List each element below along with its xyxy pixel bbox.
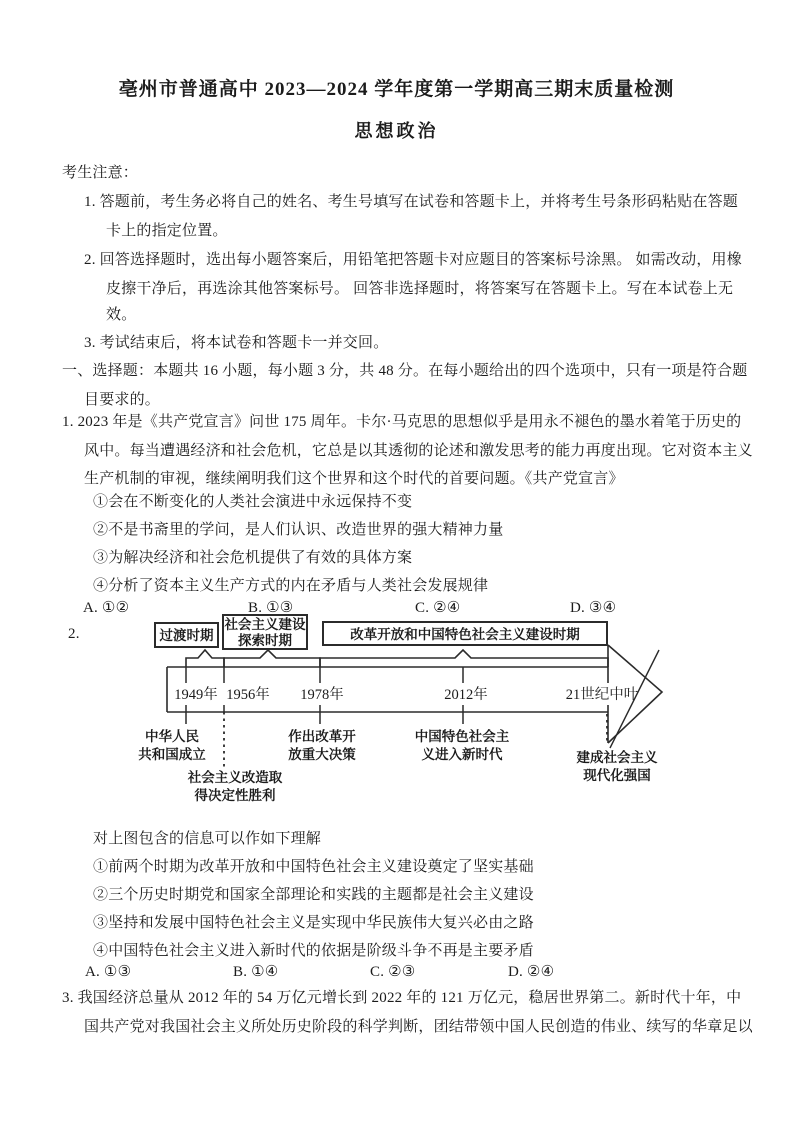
notice-item1-line2: 卡上的指定位置。 xyxy=(106,223,228,239)
event-labels xyxy=(138,728,658,803)
event-mid21-line2: 现代化强国 xyxy=(583,768,651,783)
q2-number: 2. xyxy=(68,626,80,642)
q1-stem-line3: 生产机制的审视，继续阐明我们这个世界和这个时代的首要问题。《共产党宣言》 xyxy=(84,471,624,487)
q3-stem-line1: 3. 我国经济总量从 2012 年的 54 万亿元增长到 2022 年的 121 万亿元，稳居世界第二。新时代十年，中 xyxy=(62,990,742,1006)
notice-item1-line1: 1. 答题前，考生务必将自己的姓名、考生号填写在试卷和答题卡上，并将考生号条形码粘贴在答题 xyxy=(84,194,739,210)
q2-choice-c: C. ②③ xyxy=(370,964,416,980)
q1-choice-c: C. ②④ xyxy=(415,600,461,616)
notice-item2-line2: 皮擦干净后，再选涂其他答案标号。 回答非选择题时，将答案写在答题卡上。写在本试卷上无 xyxy=(106,281,734,297)
q1-option-3: ③为解决经济和社会危机提供了有效的具体方案 xyxy=(93,550,413,566)
q2-option-1: ①前两个时期为改革开放和中国特色社会主义建设奠定了坚实基础 xyxy=(93,859,534,875)
period-box-transition xyxy=(155,623,218,647)
event-1949-line1: 中华人民 xyxy=(145,729,199,744)
q2-option-4: ④中国特色社会主义进入新时代的依据是阶级斗争不再是主要矛盾 xyxy=(93,943,534,959)
q1-choice-b: B. ①③ xyxy=(248,600,294,616)
q2-choice-b: B. ①④ xyxy=(233,964,279,980)
q1-option-4: ④分析了资本主义生产方式的内在矛盾与人类社会发展规律 xyxy=(93,578,489,594)
q1-stem-line1: 1. 2023 年是《共产党宣言》问世 175 周年。卡尔·马克思的思想似乎是用永不褪色的墨水着笔于历史的 xyxy=(62,414,742,430)
event-2012-line2: 义进入新时代 xyxy=(421,747,503,762)
period-box-exploration-label-line1: 社会主义建设 xyxy=(224,617,306,632)
section1-heading-line2: 目要求的。 xyxy=(84,392,161,408)
period-braces xyxy=(186,650,608,667)
year-mid21: 21世纪中叶 xyxy=(565,687,639,703)
q2-choice-d: D. ②④ xyxy=(508,964,555,980)
year-labels xyxy=(174,685,638,703)
q2-lead: 对上图包含的信息可以作如下理解 xyxy=(93,831,322,847)
notice-item2-line1: 2. 回答选择题时，选出每小题答案后，用铅笔把答题卡对应题目的答案标号涂黑。 如需改动，用橡 xyxy=(84,252,742,268)
q2-option-3: ③坚持和发展中国特色社会主义是实现中华民族伟大复兴必由之路 xyxy=(93,915,534,931)
exam-title: 亳州市普通高中 2023—2024 学年度第一学期高三期末质量检测 xyxy=(118,79,675,100)
event-1956-line2: 得决定性胜利 xyxy=(194,788,276,803)
year-1956: 1956年 xyxy=(226,687,270,703)
event-2012-line1: 中国特色社会主 xyxy=(414,729,510,744)
q1-option-2: ②不是书斋里的学问，是人们认识、改造世界的强大精神力量 xyxy=(93,522,504,538)
event-1949-line2: 共和国成立 xyxy=(138,747,206,762)
event-1956-line1: 社会主义改造取 xyxy=(187,770,283,785)
q1-choice-d: D. ③④ xyxy=(570,600,617,616)
year-1978: 1978年 xyxy=(300,687,344,703)
notice-item3: 3. 考试结束后，将本试卷和答题卡一并交回。 xyxy=(84,335,389,351)
period-box-exploration-label-line2: 探索时期 xyxy=(238,633,292,648)
q1-stem-line2: 风中。每当遭遇经济和社会危机，它总是以其透彻的论述和激发思考的能力再度出现。它对资本主义 xyxy=(84,443,753,459)
event-mid21-line1: 建成社会主义 xyxy=(576,750,658,765)
q3-stem-line2: 国共产党对我国社会主义所处历史阶段的科学判断，团结带领中国人民创造的伟业、续写的华章足以 xyxy=(84,1019,753,1035)
year-2012: 2012年 xyxy=(444,687,488,703)
q1-choice-a: A. ①② xyxy=(83,600,130,616)
exam-subject: 思想政治 xyxy=(354,121,439,141)
period-box-reform-label: 改革开放和中国特色社会主义建设时期 xyxy=(350,627,580,642)
notice-item2-line3: 效。 xyxy=(106,307,137,323)
event-1978-line1: 作出改革开 xyxy=(288,729,356,744)
year-1949: 1949年 xyxy=(174,687,218,703)
q2-timeline-diagram xyxy=(60,608,780,813)
section1-heading-line1: 一、选择题：本题共 16 小题，每小题 3 分，共 48 分。在每小题给出的四个选项中，只有一项是符合题 xyxy=(62,363,748,379)
q1-option-1: ①会在不断变化的人类社会演进中永远保持不变 xyxy=(93,494,413,510)
notice-heading: 考生注意： xyxy=(62,165,139,181)
event-1978-line2: 放重大决策 xyxy=(288,747,356,762)
q2-choice-a: A. ①③ xyxy=(85,964,132,980)
period-box-exploration xyxy=(223,615,307,649)
q2-option-2: ②三个历史时期党和国家全部理论和实践的主题都是社会主义建设 xyxy=(93,887,534,903)
period-box-reform xyxy=(323,622,607,645)
period-box-transition-label: 过渡时期 xyxy=(159,628,214,643)
